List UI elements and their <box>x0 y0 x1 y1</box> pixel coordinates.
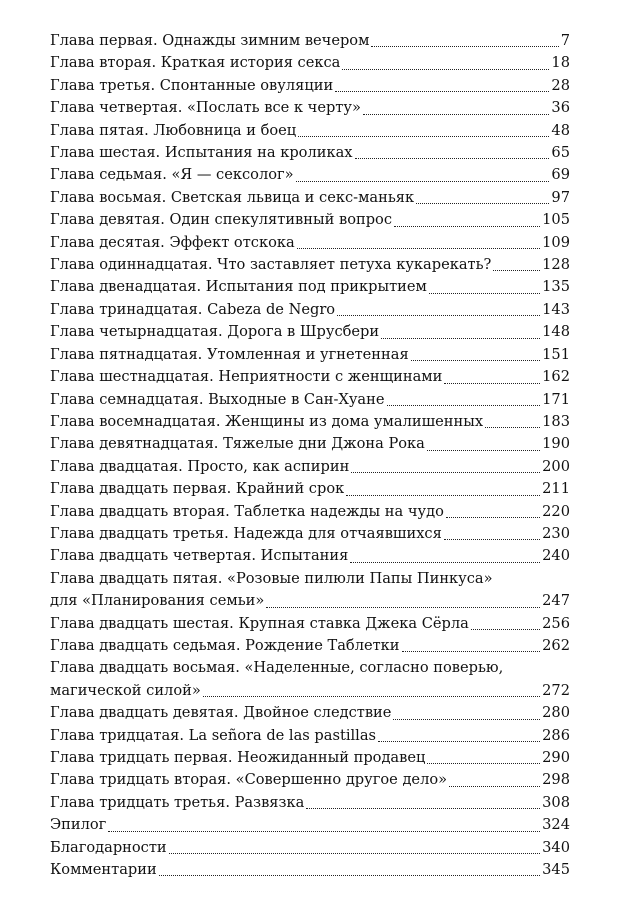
toc-entry[interactable] <box>50 635 570 657</box>
toc-entry-page-number: 128 <box>542 256 570 274</box>
toc-entry-page-number: 148 <box>542 323 570 341</box>
toc-entry[interactable] <box>50 276 570 298</box>
toc-entry-page-number: 286 <box>542 726 570 744</box>
toc-entry[interactable] <box>50 164 570 186</box>
toc-entry[interactable] <box>50 344 570 366</box>
dot-leader <box>427 763 540 764</box>
toc-entry-title: Глава девятнадцатая. Тяжелые дни Джона Рока <box>50 435 425 453</box>
toc-entry-page-number: 324 <box>542 816 570 834</box>
toc-entry[interactable] <box>50 568 570 613</box>
toc-entry[interactable] <box>50 75 570 97</box>
toc-entry[interactable] <box>50 97 570 119</box>
toc-entry[interactable] <box>50 769 570 791</box>
toc-entry-title-continued: магической силой» <box>50 681 201 699</box>
toc-entry[interactable] <box>50 187 570 209</box>
toc-entry-title: Глава первая. Однажды зимним вечером <box>50 32 370 49</box>
dot-leader <box>266 607 540 608</box>
dot-leader <box>394 226 540 227</box>
toc-entry-title: Благодарности <box>50 838 167 856</box>
toc-entry-title: Глава двадцать пятая. «Розовые пилюли Папы Пинкуса» <box>50 569 493 587</box>
toc-entry-page-number: 7 <box>560 32 570 49</box>
toc-entry-page-number: 240 <box>542 547 570 565</box>
dot-leader <box>427 450 540 451</box>
toc-entry-title: Глава двенадцатая. Испытания под прикрытием <box>50 278 427 296</box>
toc-entry-page-number: 171 <box>542 390 570 408</box>
toc-entry[interactable] <box>50 478 570 500</box>
toc-entry[interactable] <box>50 747 570 769</box>
toc-entry-page-number: 247 <box>542 592 570 610</box>
dot-leader <box>203 696 540 697</box>
toc-entry-title: Глава двадцатая. Просто, как аспирин <box>50 457 350 475</box>
toc-entry-title: Комментарии <box>50 861 157 879</box>
toc-entry-page-number: 65 <box>551 144 570 162</box>
toc-entry[interactable] <box>50 52 570 74</box>
dot-leader <box>444 539 540 540</box>
dot-leader <box>306 808 540 809</box>
toc-entry-page-number: 36 <box>551 99 570 117</box>
toc-entry[interactable] <box>50 725 570 747</box>
dot-leader <box>159 875 540 876</box>
toc-entry-page-number: 290 <box>542 749 570 766</box>
dot-leader <box>402 651 541 652</box>
dot-leader <box>169 853 540 854</box>
toc-entry-title: Глава тридцать третья. Развязка <box>50 793 305 811</box>
toc-entry-page-number: 272 <box>542 681 570 699</box>
toc-entry[interactable] <box>50 433 570 455</box>
toc-entry-page-number: 280 <box>542 704 570 722</box>
toc-entry-title: Глава семнадцатая. Выходные в Сан-Хуане <box>50 390 385 408</box>
dot-leader <box>446 517 540 518</box>
toc-entry-title: Эпилог <box>50 816 107 834</box>
toc-entry-title: Глава третья. Спонтанные овуляции <box>50 76 334 94</box>
toc-entry-page-number: 230 <box>542 524 570 542</box>
toc-entry-page-number: 109 <box>542 233 570 251</box>
toc-entry-page-number: 340 <box>542 838 570 856</box>
toc-entry[interactable] <box>50 232 570 254</box>
toc-entry-title: Глава двадцать девятая. Двойное следствие <box>50 704 392 722</box>
toc-entry[interactable] <box>50 613 570 635</box>
toc-entry[interactable] <box>50 456 570 478</box>
dot-leader <box>371 46 558 47</box>
toc-entry-title: Глава десятая. Эффект отскока <box>50 233 295 251</box>
toc-entry[interactable] <box>50 501 570 523</box>
toc-entry-page-number: 345 <box>542 861 570 879</box>
dot-leader <box>346 495 540 496</box>
dot-leader <box>493 270 540 271</box>
toc-entry-page-number: 18 <box>551 54 570 72</box>
toc-entry[interactable] <box>50 792 570 814</box>
toc-entry-title: Глава шестнадцатая. Неприятности с женщинами <box>50 368 443 386</box>
toc-entry-title: Глава тринадцатая. Cabeza de Negro <box>50 300 336 318</box>
toc-entry-page-number: 28 <box>551 76 570 94</box>
dot-leader <box>387 405 541 406</box>
dot-leader <box>444 383 540 384</box>
toc-entry-title: Глава двадцать седьмая. Рождение Таблетки <box>50 636 400 654</box>
dot-leader <box>342 69 549 70</box>
toc-entry[interactable] <box>50 321 570 343</box>
toc-entry[interactable] <box>50 657 570 702</box>
dot-leader <box>429 293 540 294</box>
toc-entry-page-number: 69 <box>551 166 570 184</box>
dot-leader <box>416 203 549 204</box>
dot-leader <box>297 248 540 249</box>
toc-entry-page-number: 105 <box>542 211 570 229</box>
toc-entry-title: Глава пятнадцатая. Утомленная и угнетенная <box>50 345 409 363</box>
toc-entry[interactable] <box>50 411 570 433</box>
toc-entry-title: Глава восемнадцатая. Женщины из дома умалишенных <box>50 412 484 430</box>
toc-entry-title: Глава тридцать первая. Неожиданный продавец <box>50 749 426 766</box>
toc-entry-page-number: 308 <box>542 793 570 811</box>
toc-entry-title: Глава тридцать вторая. «Совершенно другое дело» <box>50 771 448 789</box>
toc-entry-page-number: 211 <box>542 480 570 498</box>
toc-entry-title: Глава шестая. Испытания на кроликах <box>50 144 353 162</box>
toc-entry-page-number: 151 <box>542 345 570 363</box>
toc-entry[interactable] <box>50 814 570 836</box>
toc-entry-title: Глава вторая. Краткая история секса <box>50 54 341 72</box>
toc-entry-title: Глава тридцатая. La señora de las pastillas <box>50 726 377 744</box>
toc-entry-page-number: 135 <box>542 278 570 296</box>
toc-entry[interactable] <box>50 30 570 52</box>
toc-entry[interactable] <box>50 366 570 388</box>
toc-entry-title: Глава двадцать четвертая. Испытания <box>50 547 349 565</box>
dot-leader <box>350 562 540 563</box>
toc-entry[interactable] <box>50 120 570 142</box>
toc-entry[interactable] <box>50 545 570 567</box>
dot-leader <box>378 741 540 742</box>
toc-entry-title: Глава одиннадцатая. Что заставляет петуха кукарекать? <box>50 256 492 274</box>
dot-leader <box>449 786 540 787</box>
dot-leader <box>296 181 550 182</box>
toc-entry-title: Глава двадцать восьмая. «Наделенные, согласно поверью, <box>50 659 504 677</box>
dot-leader <box>351 472 540 473</box>
toc-entry[interactable] <box>50 299 570 321</box>
toc-entry[interactable] <box>50 523 570 545</box>
toc-entry-title: Глава двадцать вторая. Таблетка надежды на чудо <box>50 502 444 520</box>
dot-leader <box>393 719 540 720</box>
toc-entry[interactable] <box>50 837 570 859</box>
toc-entry-title: Глава седьмая. «Я — сексолог» <box>50 166 294 184</box>
toc-entry-page-number: 48 <box>551 121 570 139</box>
toc-entry[interactable] <box>50 389 570 411</box>
toc-entry-title: Глава четвертая. «Послать все к черту» <box>50 99 361 117</box>
toc-entry-page-number: 143 <box>542 300 570 318</box>
dot-leader <box>485 427 540 428</box>
toc-entry-page-number: 298 <box>542 771 570 789</box>
toc-entry-page-number: 256 <box>542 614 570 632</box>
toc-entry-title: Глава двадцать третья. Надежда для отчаявшихся <box>50 524 442 542</box>
table-of-contents <box>50 30 570 881</box>
dot-leader <box>108 831 540 832</box>
toc-entry[interactable] <box>50 254 570 276</box>
dot-leader <box>355 158 550 159</box>
toc-entry-title: Глава девятая. Один спекулятивный вопрос <box>50 211 393 229</box>
toc-entry-title: Глава пятая. Любовница и боец <box>50 121 297 139</box>
toc-entry-title-continued: для «Планирования семьи» <box>50 592 265 610</box>
toc-entry-page-number: 190 <box>542 435 570 453</box>
toc-entry[interactable] <box>50 859 570 881</box>
toc-entry[interactable] <box>50 209 570 231</box>
toc-entry-page-number: 200 <box>542 457 570 475</box>
toc-entry-title: Глава четырнадцатая. Дорога в Шрусбери <box>50 323 380 341</box>
toc-entry-title: Глава восьмая. Светская львица и секс-маньяк <box>50 188 415 206</box>
dot-leader <box>335 91 549 92</box>
toc-entry-page-number: 220 <box>542 502 570 520</box>
toc-entry[interactable] <box>50 142 570 164</box>
dot-leader <box>411 360 540 361</box>
toc-entry[interactable] <box>50 702 570 724</box>
toc-entry-page-number: 262 <box>542 636 570 654</box>
toc-entry-title: Глава двадцать шестая. Крупная ставка Джека Сёрла <box>50 614 469 632</box>
dot-leader <box>337 315 540 316</box>
toc-entry-page-number: 162 <box>542 368 570 386</box>
dot-leader <box>381 338 540 339</box>
dot-leader <box>298 136 549 137</box>
toc-entry-page-number: 97 <box>551 188 570 206</box>
dot-leader <box>363 114 550 115</box>
dot-leader <box>471 629 540 630</box>
toc-entry-page-number: 183 <box>542 412 570 430</box>
toc-entry-title: Глава двадцать первая. Крайний срок <box>50 480 345 498</box>
